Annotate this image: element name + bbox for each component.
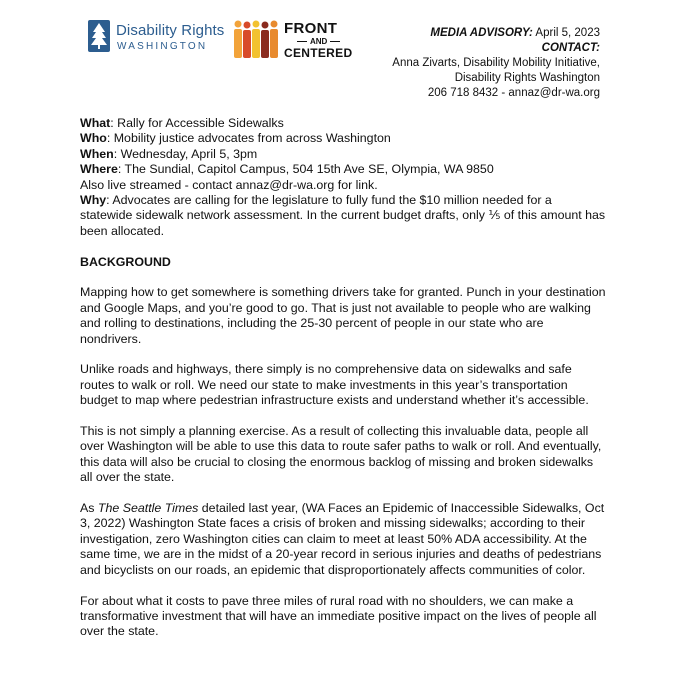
background-paragraph-4 bbox=[80, 501, 608, 578]
why-line-2: statewide sidewalk network assessment. In the current budget drafts, only ⅕ of this amount has bbox=[80, 208, 606, 223]
what-line bbox=[80, 116, 608, 131]
fc-logo-line2: AND bbox=[294, 37, 343, 46]
media-advisory-label: MEDIA ADVISORY: bbox=[430, 27, 533, 39]
what-label: What bbox=[80, 116, 111, 130]
paragraph-line: this data will also be crucial to closing the enormous backlog of missing and broken sidewalks bbox=[80, 454, 594, 469]
person-figure-body bbox=[234, 29, 242, 58]
person-figure-head bbox=[253, 21, 260, 28]
contact-label: CONTACT: bbox=[541, 42, 600, 54]
front-and-centered-logo bbox=[232, 18, 352, 62]
person-figure-body bbox=[252, 29, 260, 58]
person-figure-body bbox=[243, 30, 251, 58]
paragraph-line: This is not simply a planning exercise. As a result of collecting this invaluable data, people all bbox=[80, 424, 589, 439]
where-line bbox=[80, 162, 608, 177]
paragraph-line: investigation, zero Washington cities can claim to meet at least 50% ADA accessibility. At the bbox=[80, 531, 587, 546]
paragraph-line: and Google Maps, and you’re good to go. That is just not available to people who are walking bbox=[80, 300, 591, 315]
person-figure-body bbox=[270, 29, 278, 58]
background-paragraph-3 bbox=[80, 424, 608, 486]
why-value-1: : Advocates are calling for the legislature to fully fund the $10 million needed for a bbox=[106, 193, 552, 208]
paragraph-line: routes to walk or roll. We need our state to make investments in this year’s transportation bbox=[80, 377, 568, 392]
background-heading: BACKGROUND bbox=[80, 254, 171, 269]
why-line-3: been allocated. bbox=[80, 223, 165, 238]
paragraph-line: Mapping how to get somewhere is something drivers take for granted. Punch in your destination bbox=[80, 285, 606, 300]
person-figure-head bbox=[262, 22, 269, 29]
why-line bbox=[80, 193, 608, 208]
contact-line-2: Disability Rights Washington bbox=[454, 72, 600, 84]
advisory-body bbox=[80, 116, 608, 640]
livestream-line: Also live streamed - contact annaz@dr-wa.org for link. bbox=[80, 177, 378, 192]
paragraph-line: over the state. bbox=[80, 624, 159, 639]
fc-logo-line1: FRONT bbox=[284, 20, 338, 37]
paragraph-line: nondrivers. bbox=[80, 331, 142, 346]
paragraph-line: over Washington will be able to use this data to route safer paths to walk or roll. And eventually, bbox=[80, 439, 602, 454]
who-label: Who bbox=[80, 131, 107, 146]
paragraph-line: 3, 2022) Washington State faces a crisis of broken and missing sidewalks; according to their bbox=[80, 516, 586, 531]
when-line bbox=[80, 147, 608, 162]
disability-rights-washington-logo bbox=[88, 20, 225, 60]
p4-first-rest: detailed last year, (WA Faces an Epidemic of Inaccessible Sidewalks, Oct bbox=[198, 501, 605, 516]
person-figure-body bbox=[261, 30, 269, 58]
paragraph-line: Unlike roads and highways, there simply is no comprehensive data on sidewalks and safe bbox=[80, 362, 572, 377]
contact-line-3: 206 718 8432 - annaz@dr-wa.org bbox=[427, 87, 600, 99]
paragraph-line: For about what it costs to pave three miles of rural road with no shoulders, we can make a bbox=[80, 593, 574, 608]
p4-prefix: As bbox=[80, 501, 98, 516]
paragraph-line: budget to map where pedestrian infrastructure exists and understand whether it’s accessible. bbox=[80, 393, 589, 408]
who-line bbox=[80, 131, 608, 146]
advisory-date: April 5, 2023 bbox=[535, 27, 600, 39]
background-paragraph-2 bbox=[80, 362, 608, 408]
where-value: : The Sundial, Capitol Campus, 504 15th Ave SE, Olympia, WA 9850 bbox=[117, 162, 494, 177]
who-value: : Mobility justice advocates from across Washington bbox=[106, 131, 391, 146]
paragraph-line: same time, we are in the midst of a 20-year record in serious injuries and deaths of pedestrians bbox=[80, 547, 602, 562]
background-paragraph-1 bbox=[80, 285, 608, 347]
fc-logo-line3: CENTERED bbox=[284, 46, 353, 60]
person-figure-head bbox=[235, 21, 242, 28]
paragraph-line: and rolling to destinations, including the 25-30 percent of people in our state who are bbox=[80, 316, 544, 331]
paragraph-line: all over the state. bbox=[80, 470, 175, 485]
background-paragraph-5 bbox=[80, 594, 608, 640]
when-label: When bbox=[80, 146, 114, 161]
what-value: : Rally for Accessible Sidewalks bbox=[110, 116, 284, 130]
when-value: : Wednesday, April 5, 3pm bbox=[113, 146, 258, 161]
where-label: Where bbox=[80, 162, 118, 177]
seattle-times-title: The Seattle Times bbox=[97, 501, 199, 516]
paragraph-line bbox=[80, 501, 608, 516]
person-figure-head bbox=[271, 21, 278, 28]
paragraph-line: transformative investment that will have an immediate positive impact on the lives of people all bbox=[80, 608, 597, 623]
contact-line-1: Anna Zivarts, Disability Mobility Initiative, bbox=[392, 57, 600, 69]
drw-logo-line1: Disability Rights bbox=[116, 22, 225, 39]
person-figure-head bbox=[244, 22, 251, 29]
tree-icon bbox=[88, 20, 110, 52]
paragraph-line: and bicyclists on our roads, an epidemic that disproportionately affects communities of color. bbox=[80, 562, 586, 577]
advisory-header bbox=[392, 26, 600, 101]
drw-logo-line2: WASHINGTON bbox=[117, 41, 208, 52]
why-label: Why bbox=[80, 193, 107, 208]
people-figures-icon bbox=[232, 18, 284, 60]
